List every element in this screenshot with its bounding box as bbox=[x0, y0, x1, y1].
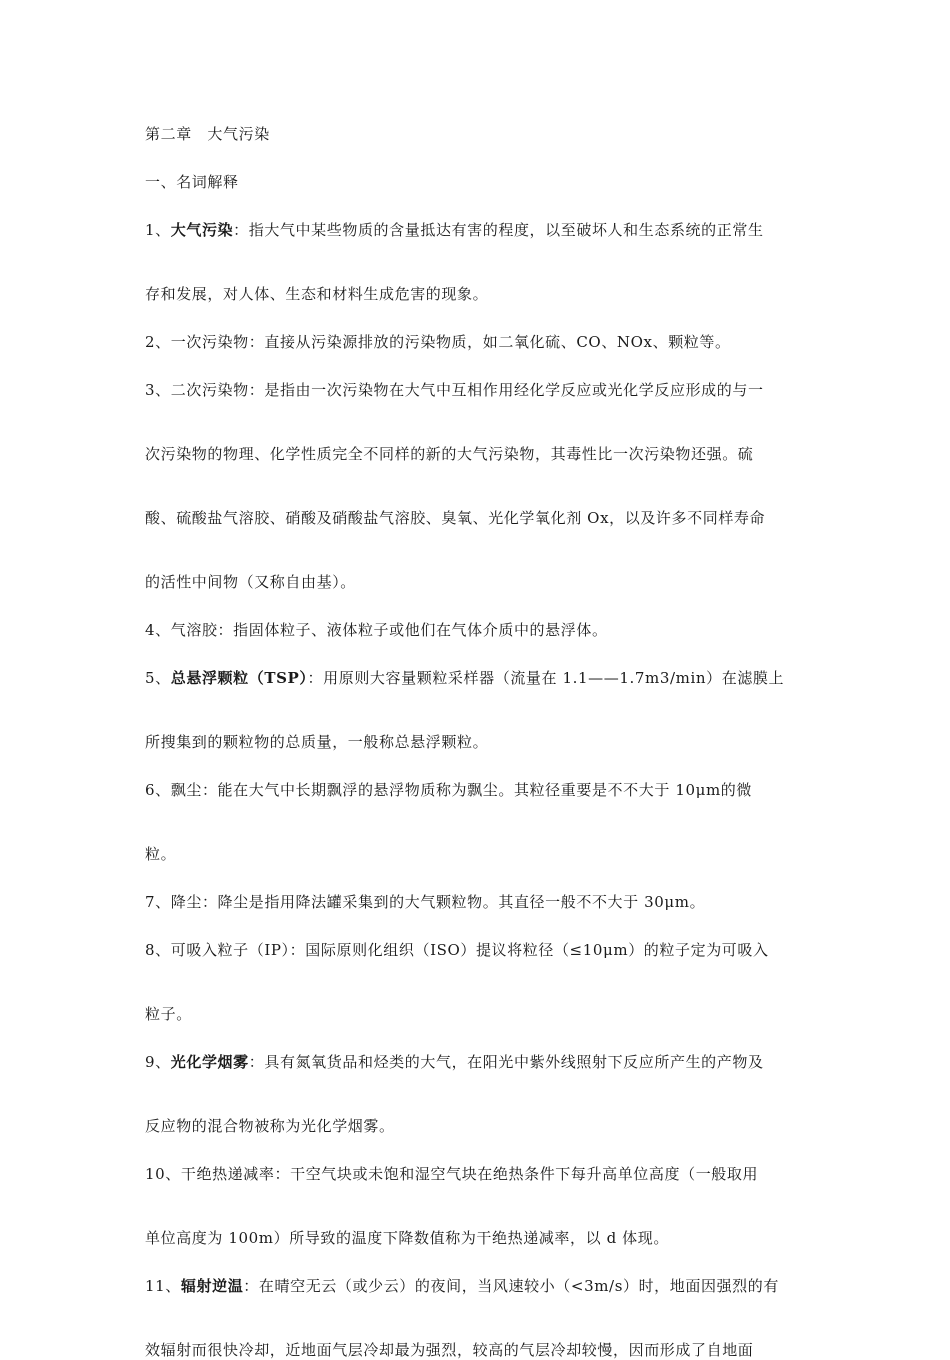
line-text: 反应物的混合物被称为光化学烟雾。 bbox=[145, 1117, 395, 1135]
line-text: ：具有氮氧货品和烃类的大气，在阳光中紫外线照射下反应所产生的产物及 bbox=[248, 1053, 764, 1071]
line-text: 单位高度为 100m）所导致的温度下降数值称为干绝热递减率，以 d 体现。 bbox=[145, 1229, 669, 1247]
term-bold: 大气污染 bbox=[170, 221, 234, 239]
line-text: 3、二次污染物：是指由一次污染物在大气中互相作用经化学反应或光化学反应形成的与一 bbox=[145, 381, 764, 399]
text-line bbox=[145, 732, 810, 752]
text-line bbox=[145, 844, 810, 864]
item-number: 9、 bbox=[145, 1053, 171, 1071]
line-text: 粒。 bbox=[145, 845, 177, 863]
line-text: 10、干绝热递减率：干空气块或未饱和湿空气块在绝热条件下每升高单位高度（一般取用 bbox=[145, 1165, 759, 1183]
term-bold: 辐射逆温 bbox=[180, 1277, 244, 1295]
line-text: 4、气溶胶：指固体粒子、液体粒子或他们在气体介质中的悬浮体。 bbox=[145, 621, 608, 639]
text-line bbox=[145, 1164, 810, 1184]
line-text: 2、一次污染物：直接从污染源排放的污染物质，如二氧化硫、CO、NOx、颗粒等。 bbox=[145, 333, 731, 351]
term-bold: 光化学烟雾 bbox=[170, 1053, 249, 1071]
text-line bbox=[145, 220, 810, 240]
line-text: ：在晴空无云（或少云）的夜间，当风速较小（<3m/s）时，地面因强烈的有 bbox=[243, 1277, 779, 1295]
section-heading: 一、名词解释 bbox=[145, 173, 239, 191]
line-text: 7、降尘：降尘是指用降法罐采集到的大气颗粒物。其直径一般不不大于 30μm。 bbox=[145, 893, 706, 911]
line-text: 6、飘尘：能在大气中长期飘浮的悬浮物质称为飘尘。其粒径重要是不不大于 10μm的微 bbox=[145, 781, 752, 799]
line-text: 存和发展，对人体、生态和材料生成危害的现象。 bbox=[145, 285, 489, 303]
text-line bbox=[145, 620, 810, 640]
line-text: 效辐射而很快冷却，近地面气层冷却最为强烈，较高的气层冷却较慢，因而形成了自地面 bbox=[145, 1341, 754, 1359]
text-line bbox=[145, 1276, 810, 1296]
text-line bbox=[145, 1116, 810, 1136]
text-line bbox=[145, 940, 810, 960]
text-line bbox=[145, 1340, 810, 1360]
text-line bbox=[145, 668, 810, 688]
chapter-title: 第二章 大气污染 bbox=[145, 125, 270, 143]
line-text: 次污染物的物理、化学性质完全不同样的新的大气污染物，其毒性比一次污染物还强。硫 bbox=[145, 445, 754, 463]
line-text: 8、可吸入粒子（IP）：国际原则化组织（ISO）提议将粒径（≤10μm）的粒子定为可吸入 bbox=[145, 941, 769, 959]
text-line bbox=[145, 332, 810, 352]
text-line bbox=[145, 380, 810, 400]
item-number: 11、 bbox=[145, 1277, 181, 1295]
text-line bbox=[145, 1052, 810, 1072]
item-number: 1、 bbox=[145, 221, 171, 239]
line-text: ：指大气中某些物质的含量抵达有害的程度，以至破坏人和生态系统的正常生 bbox=[233, 221, 764, 239]
text-line bbox=[145, 572, 810, 592]
item-number: 5、 bbox=[145, 669, 171, 687]
text-line bbox=[145, 284, 810, 304]
text-line bbox=[145, 1228, 810, 1248]
text-line bbox=[145, 444, 810, 464]
text-line bbox=[145, 1004, 810, 1024]
line-text: 酸、硫酸盐气溶胶、硝酸及硝酸盐气溶胶、臭氧、光化学氧化剂 Ox，以及许多不同样寿命 bbox=[145, 509, 766, 527]
line-text: 粒子。 bbox=[145, 1005, 192, 1023]
line-text: ：用原则大容量颗粒采样器（流量在 1.1——1.7m3/min）在滤膜上 bbox=[307, 669, 785, 687]
line-text: 所搜集到的颗粒物的总质量，一般称总悬浮颗粒。 bbox=[145, 733, 489, 751]
text-line bbox=[145, 508, 810, 528]
definitions-body bbox=[145, 220, 810, 1360]
text-line bbox=[145, 780, 810, 800]
term-bold: 总悬浮颗粒（TSP） bbox=[170, 669, 308, 687]
line-text: 的活性中间物（又称自由基）。 bbox=[145, 573, 356, 591]
text-line bbox=[145, 892, 810, 912]
